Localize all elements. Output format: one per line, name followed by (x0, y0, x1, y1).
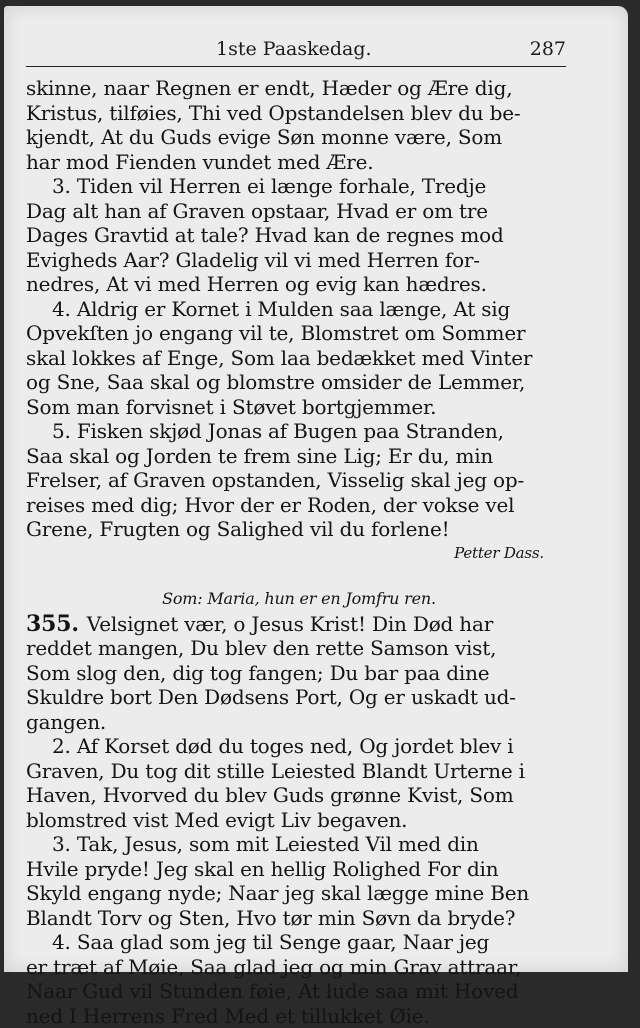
line-text: Evigheds Aar? Gladelig vil vi med Herren for- (26, 248, 480, 272)
line-text: Skuldre bort Den Dødsens Port, Og er uskadt ud- (26, 685, 516, 709)
line-text: Opvekſten jo engang vil te, Blomstret om Sommer (26, 321, 525, 345)
text-line (26, 174, 572, 199)
text-line (26, 808, 572, 833)
text-line (26, 419, 572, 444)
line-text: nedres, At vi med Herren og evig kan hædres. (26, 272, 487, 296)
text-line (26, 223, 572, 248)
text-line (26, 395, 572, 420)
text-line (26, 979, 572, 1004)
line-text: gangen. (26, 710, 106, 734)
line-text: Naar Gud vil Stunden føie, At lude saa mit Hoved (26, 979, 518, 1003)
line-text: ned I Herrens Fred Med et tillukket Øie. (26, 1004, 430, 1028)
text-body (26, 76, 572, 1028)
book-page (4, 6, 628, 972)
header-title: 1ste Paaskedag. (216, 38, 372, 60)
line-text: Dag alt han af Graven opstaar, Hvad er om tre (26, 199, 488, 223)
text-line (26, 930, 572, 955)
hymn-number: 355. (26, 611, 79, 637)
text-line (26, 636, 572, 661)
line-text: 3. Tak, Jesus, som mit Leiested Vil med din (52, 832, 479, 856)
line-text: har mod Fienden vundet med Ære. (26, 150, 373, 174)
text-line (26, 150, 572, 175)
text-line (26, 517, 572, 542)
text-line (26, 370, 572, 395)
running-header (26, 34, 566, 67)
text-line (26, 493, 572, 518)
line-text: 4. Saa glad som jeg til Senge gaar, Naar jeg (52, 930, 489, 954)
text-line (26, 1004, 572, 1028)
line-text: og Sne, Saa skal og blomstre omsider de Lemmer, (26, 370, 525, 394)
author-credit: Petter Dass. (26, 542, 572, 564)
line-text: Som man forvisnet i Støvet bortgjemmer. (26, 395, 436, 419)
text-line (26, 321, 572, 346)
hymn-354-continuation (26, 76, 572, 542)
line-text: skal lokkes af Enge, Som laa bedækket med Vinter (26, 346, 532, 370)
text-line (26, 101, 572, 126)
line-text: Frelser, af Graven opstanden, Visselig skal jeg op- (26, 468, 524, 492)
text-line (26, 346, 572, 371)
text-line (26, 710, 572, 735)
text-line (26, 248, 572, 273)
hymn-355 (26, 612, 572, 1028)
line-text: kjendt, At du Guds evige Søn monne være, Som (26, 125, 502, 149)
line-text: reddet mangen, Du blev den rette Samson vist, (26, 636, 496, 660)
text-line (26, 297, 572, 322)
line-text: Blandt Torv og Sten, Hvo tør min Søvn da bryde? (26, 906, 515, 930)
text-line (26, 783, 572, 808)
line-text: Grene, Frugten og Salighed vil du forlene! (26, 517, 449, 541)
text-line (26, 857, 572, 882)
line-text: Hvile pryde! Jeg skal en hellig Rolighed For din (26, 857, 498, 881)
text-line (26, 759, 572, 784)
tune-reference: Som: Maria, hun er en Jomfru ren. (26, 586, 572, 612)
text-line (26, 881, 572, 906)
text-line (26, 832, 572, 857)
line-text: Kristus, tilføies, Thi ved Opstandelsen blev du be- (26, 101, 520, 125)
text-line (26, 734, 572, 759)
text-line (26, 444, 572, 469)
line-text: Skyld engang nyde; Naar jeg skal lægge mine Ben (26, 881, 529, 905)
line-text: Haven, Hvorved du blev Guds grønne Kvist, Som (26, 783, 513, 807)
text-line (26, 125, 572, 150)
text-line (26, 955, 572, 980)
text-line (26, 468, 572, 493)
line-text: 3. Tiden vil Herren ei længe forhale, Tredje (52, 174, 486, 198)
line-text: Som slog den, dig tog fangen; Du bar paa dine (26, 661, 489, 685)
page-number: 287 (530, 38, 566, 60)
text-line (26, 199, 572, 224)
line-text: 4. Aldrig er Kornet i Mulden saa længe, At sig (52, 297, 510, 321)
line-text: Graven, Du tog dit stille Leiested Blandt Urterne i (26, 759, 525, 783)
line-text: blomstred vist Med evigt Liv begaven. (26, 808, 407, 832)
line-text: Velsignet vær, o Jesus Krist! Din Død har (87, 612, 493, 636)
line-text: er træt af Møie, Saa glad jeg og min Grav attraar, (26, 955, 521, 979)
line-text: Saa skal og Jorden te frem sine Lig; Er du, min (26, 444, 493, 468)
line-text: Dages Gravtid at tale? Hvad kan de regnes mod (26, 223, 504, 247)
line-text: 2. Af Korset død du toges ned, Og jordet blev i (52, 734, 514, 758)
line-text: reises med dig; Hvor der er Roden, der vokse vel (26, 493, 514, 517)
text-line (26, 906, 572, 931)
text-line (26, 661, 572, 686)
text-line (26, 272, 572, 297)
text-line (26, 76, 572, 101)
line-text: skinne, naar Regnen er endt, Hæder og Ære dig, (26, 76, 512, 100)
line-text: 5. Fisken skjød Jonas af Bugen paa Stranden, (52, 419, 504, 443)
text-line (26, 612, 572, 637)
text-line (26, 685, 572, 710)
